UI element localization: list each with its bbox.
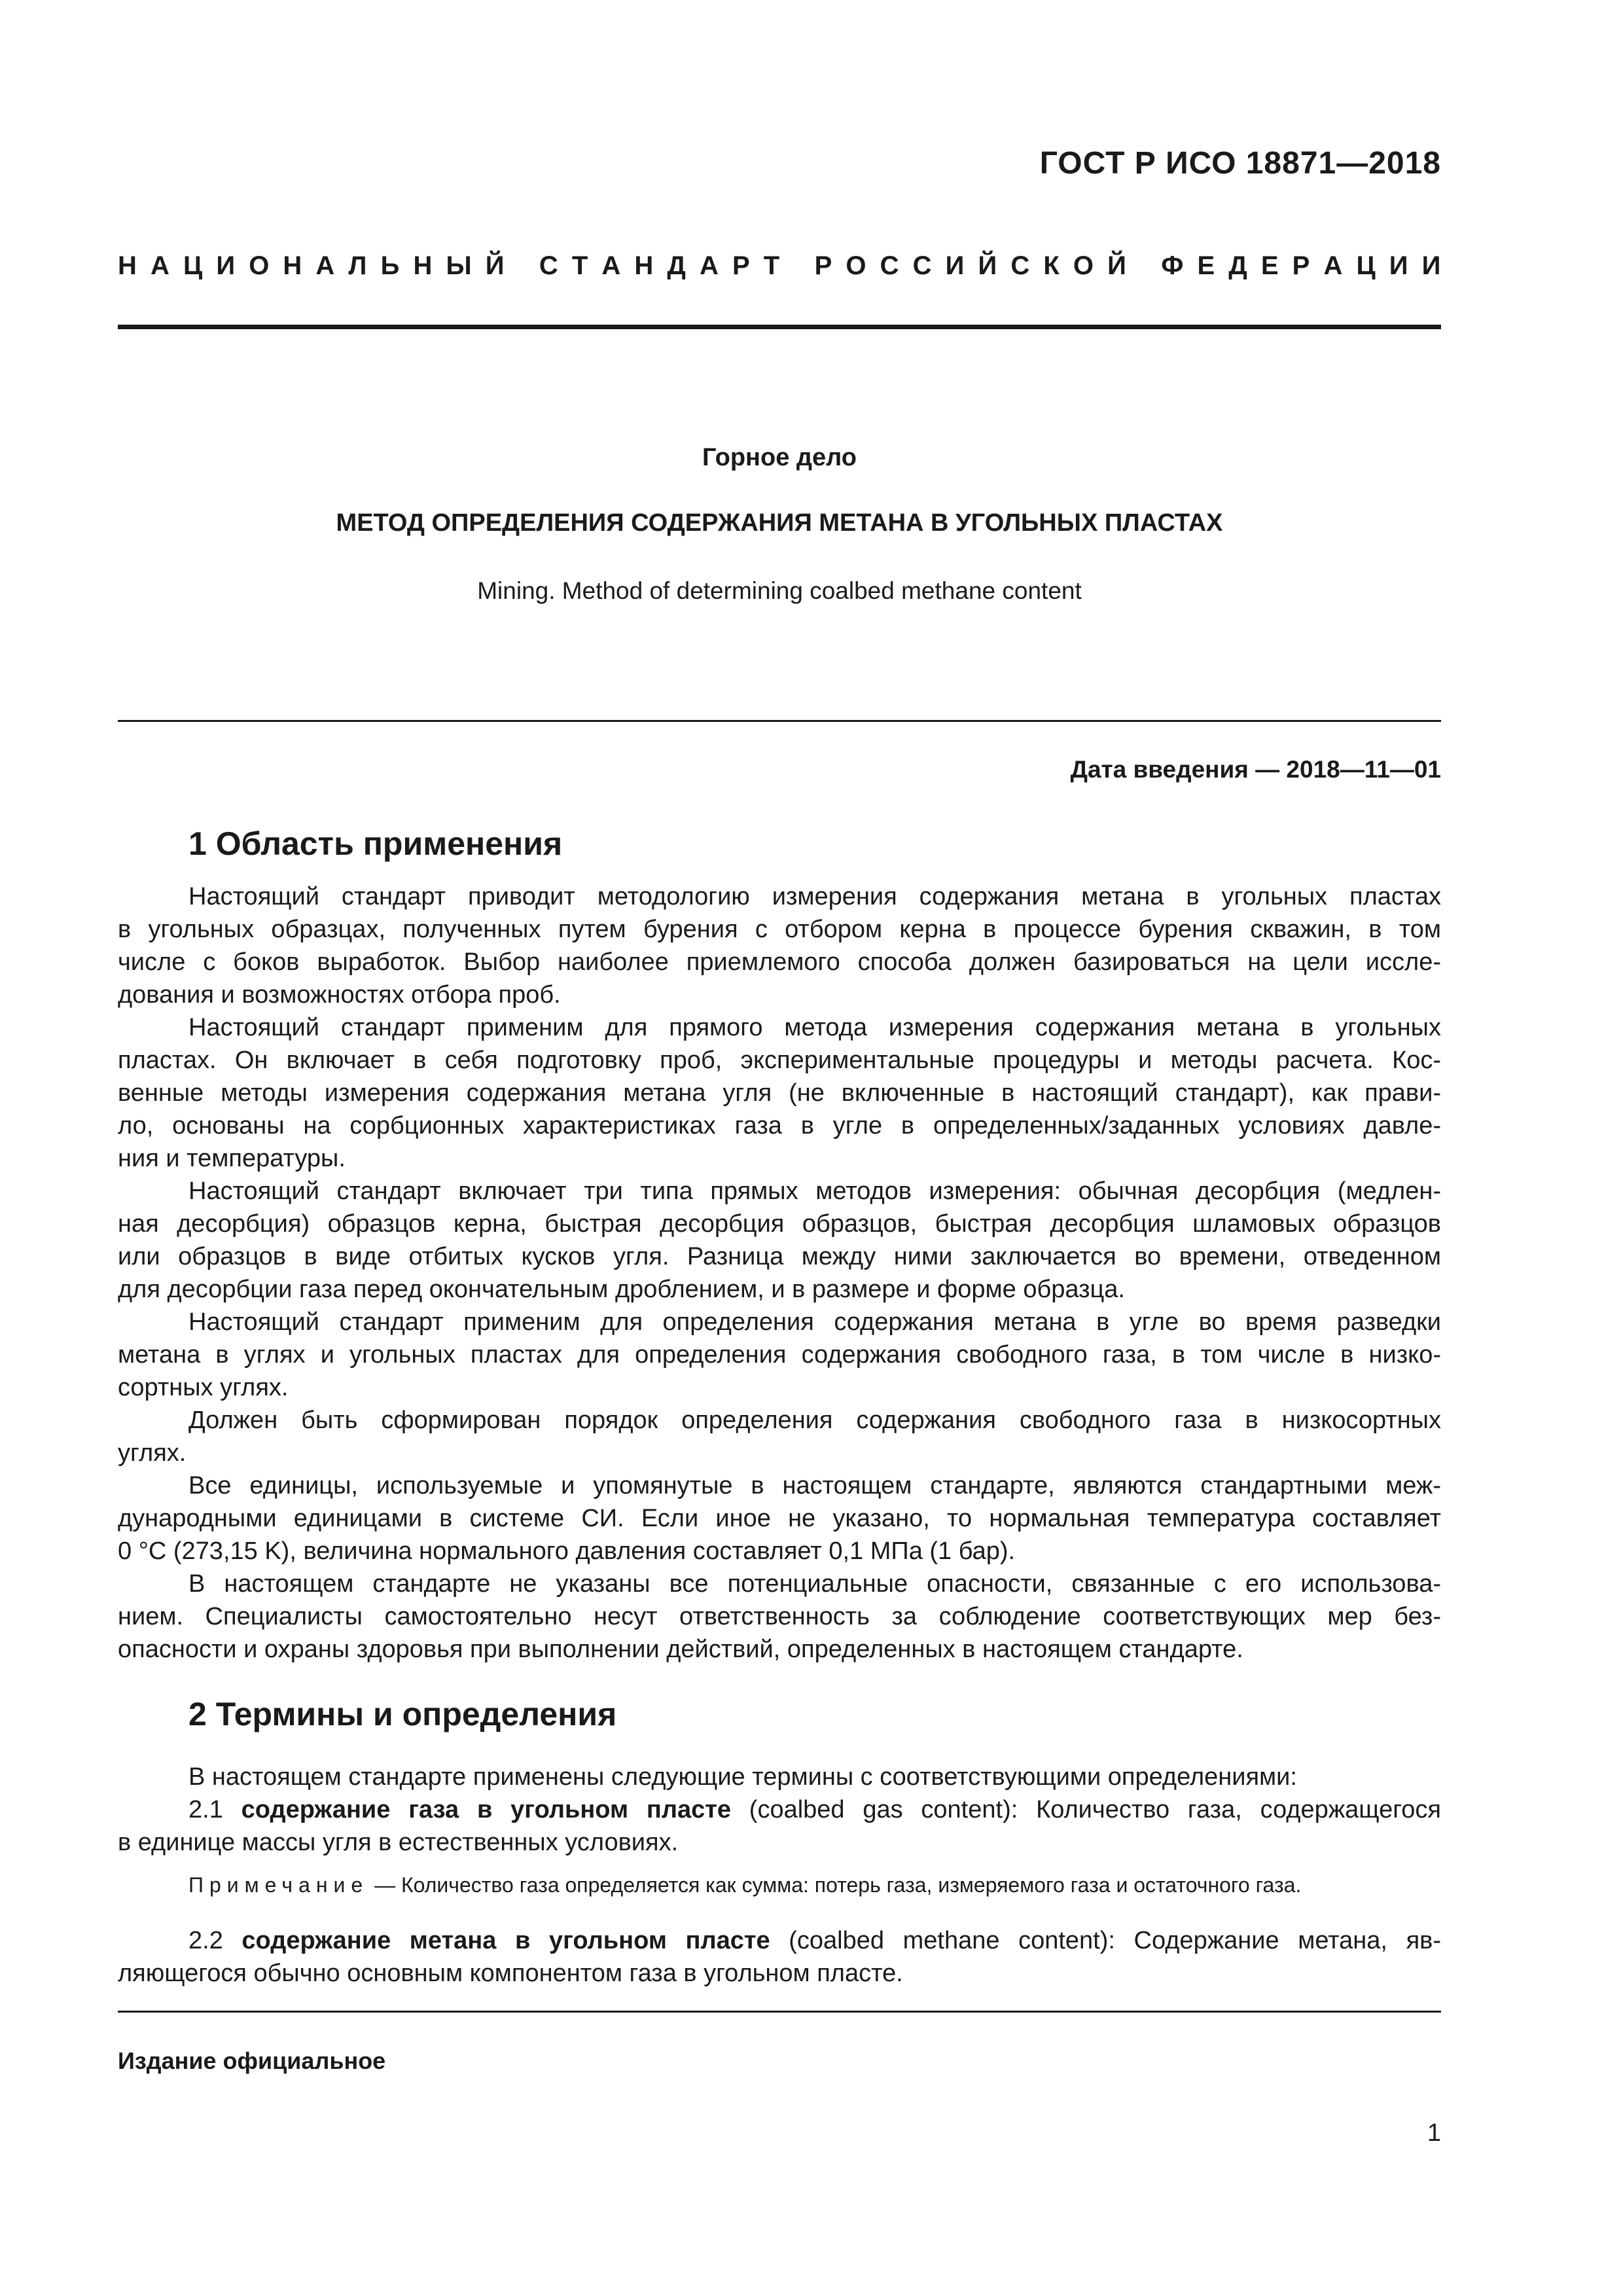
- banner-letter: А: [1323, 251, 1343, 280]
- national-standard-banner: [118, 251, 1441, 281]
- term-2-1-number: 2.1: [188, 1796, 223, 1823]
- section-1-line: ло, основаны на сорбционных характеристиках газа в угле в определенных/заданных условиях давле-: [118, 1112, 1441, 1139]
- section-1-line: Настоящий стандарт включает три типа прямых методов измерения: обычная десорбция (медлен-: [188, 1177, 1441, 1205]
- banner-letter: И: [1421, 251, 1441, 280]
- term-2-1-line-2: в единице массы угля в естественных условиях.: [118, 1829, 679, 1856]
- banner-letter: Р: [814, 251, 832, 280]
- section-1-body: [118, 880, 1441, 1666]
- section-1-line: для десорбции газа перед окончательным дроблением, и в размере и форме образца.: [118, 1276, 1125, 1303]
- section-1-line: венные методы измерения содержания метана угля (не включенные в настоящий стандарт), как прави-: [118, 1079, 1441, 1107]
- banner-letter: А: [151, 251, 169, 280]
- banner-letter: О: [1073, 251, 1094, 280]
- banner-letter: Н: [283, 251, 302, 280]
- banner-space: [793, 251, 800, 281]
- document-title-ru: МЕТОД ОПРЕДЕЛЕНИЯ СОДЕРЖАНИЯ МЕТАНА В УГОЛЬНЫХ ПЛАСТАХ: [336, 509, 1223, 537]
- banner-letter: Е: [1260, 251, 1279, 280]
- banner-letter: А: [700, 251, 719, 280]
- note-text: — Количество газа определяется как сумма: потерь газа, измеряемого газа и остаточного газа.: [374, 1873, 1302, 1897]
- term-2-2-definition: (coalbed methane content): Содержание метана, яв-: [789, 1927, 1441, 1954]
- page-number: 1: [1427, 2119, 1441, 2147]
- banner-letter: Ц: [1356, 251, 1376, 280]
- term-2-2-line-1: [118, 1924, 1441, 1957]
- section-1-line: Настоящий стандарт применим для определения содержания метана в угле во время разведки: [188, 1308, 1441, 1336]
- section-1-line: ния и температуры.: [118, 1145, 346, 1172]
- term-2-2-number: 2.2: [188, 1927, 223, 1954]
- banner-letter: И: [1389, 251, 1408, 280]
- section-1-line: 0 °С (273,15 K), величина нормального давления составляет 0,1 МПа (1 бар).: [118, 1537, 1016, 1565]
- introduction-date: Дата введения — 2018—11—01: [1070, 756, 1441, 783]
- banner-letter: С: [912, 251, 932, 280]
- term-2-1-definition: (coalbed gas content): Количество газа, содержащегося: [749, 1796, 1441, 1823]
- banner-letter: И: [216, 251, 236, 280]
- banner-letter: Н: [413, 251, 433, 280]
- banner-letter: Д: [667, 251, 686, 280]
- subject-field: Горное дело: [702, 444, 857, 471]
- banner-letter: С: [539, 251, 558, 280]
- section-1-line: углях.: [118, 1439, 187, 1467]
- section-1-line: Должен быть сформирован порядок определения содержания свободного газа в низкосортных: [188, 1407, 1441, 1434]
- section-2-heading: 2 Термины и определения: [188, 1696, 617, 1732]
- banner-letter: Й: [485, 251, 505, 280]
- banner-letter: Т: [763, 251, 780, 280]
- section-1-line: Настоящий стандарт применим для прямого метода измерения содержания метана в угольных: [188, 1014, 1441, 1041]
- banner-letter: Д: [1228, 251, 1247, 280]
- banner-letter: Ы: [446, 251, 472, 280]
- section-1-line: пластах. Он включает в себя подготовку проб, экспериментальные процедуры и методы расчета. Кос-: [118, 1047, 1441, 1074]
- banner-letter: А: [315, 251, 335, 280]
- banner-letter: О: [846, 251, 866, 280]
- footer-rule: [118, 2011, 1441, 2013]
- document-code: ГОСТ Р ИСО 18871—2018: [1039, 146, 1441, 181]
- title-rule: [118, 720, 1441, 722]
- section-2-body: [118, 1761, 1441, 1859]
- banner-letter: К: [1043, 251, 1060, 280]
- document-title-en: Mining. Method of determining coalbed methane content: [477, 577, 1082, 604]
- section-1-line: Настоящий стандарт приводит методологию измерения содержания метана в угольных пластах: [188, 883, 1441, 910]
- banner-letter: С: [880, 251, 899, 280]
- banner-letter: С: [1010, 251, 1030, 280]
- term-2-1: [118, 1793, 1441, 1826]
- term-2-2-line-2: ляющегося обычно основным компонентом газа в угольном пласте.: [118, 1960, 903, 1987]
- banner-letter: Н: [118, 251, 137, 280]
- banner-letter: О: [249, 251, 270, 280]
- section-1-line: числе с боков выработок. Выбор наиболее приемлемого способа должен базироваться на цели иссле-: [118, 948, 1441, 976]
- term-2-2: [118, 1924, 1441, 1990]
- banner-letter: Т: [571, 251, 588, 280]
- banner-letter: И: [945, 251, 965, 280]
- banner-letter: Р: [1292, 251, 1310, 280]
- section-1-line: Все единицы, используемые и упомянутые в настоящем стандарте, являются стандартными меж-: [188, 1472, 1441, 1499]
- document-page: [118, 0, 1441, 2296]
- section-1-heading: 1 Область применения: [188, 825, 563, 862]
- section-2-intro: В настоящем стандарте применены следующие термины с соответствующими определениями:: [188, 1763, 1297, 1791]
- banner-letter: Ц: [183, 251, 203, 280]
- section-1-line: ная десорбция) образцов керна, быстрая десорбция образцов, быстрая десорбция шламовых образцов: [118, 1210, 1441, 1238]
- banner-letter: А: [601, 251, 621, 280]
- term-2-1-name: содержание газа в угольном пласте: [241, 1796, 731, 1823]
- section-1-line: или образцов в виде отбитых кусков угля. Разница между ними заключается во времени, отведенном: [118, 1243, 1441, 1270]
- banner-letter: Й: [978, 251, 997, 280]
- section-1-line: дования и возможностях отбора проб.: [118, 981, 561, 1009]
- section-1-line: дународными единицами в системе СИ. Если иное не указано, то нормальная температура составляет: [118, 1505, 1441, 1532]
- section-1-line: нием. Специалисты самостоятельно несут ответственность за соблюдение соответствующих мер без-: [118, 1603, 1441, 1630]
- section-1-line: В настоящем стандарте не указаны все потенциальные опасности, связанные с его использова-: [188, 1570, 1441, 1598]
- banner-letter: Ф: [1161, 251, 1184, 280]
- section-1-line: опасности и охраны здоровья при выполнении действий, определенных в настоящем стандарте.: [118, 1636, 1243, 1663]
- section-1-line: сортных углях.: [118, 1374, 289, 1401]
- note-label: Примечание: [188, 1873, 369, 1897]
- section-1-line: метана в углях и угольных пластах для определения содержания свободного газа, в том числе в низко-: [118, 1341, 1441, 1369]
- banner-letter: Н: [634, 251, 654, 280]
- banner-space: [1140, 251, 1147, 281]
- banner-letter: Л: [348, 251, 367, 280]
- banner-letter: Е: [1197, 251, 1215, 280]
- banner-space: [518, 251, 526, 281]
- term-2-2-name: содержание метана в угольном пласте: [241, 1927, 770, 1954]
- banner-letter: Й: [1107, 251, 1126, 280]
- edition-label: Издание официальное: [118, 2047, 386, 2074]
- banner-letter: Р: [732, 251, 750, 280]
- header-rule: [118, 325, 1441, 329]
- section-1-line: в угольных образцах, полученных путем бурения с отбором керна в процессе бурения скважин, в том: [118, 916, 1441, 943]
- banner-letter: Ь: [380, 251, 400, 280]
- note: [188, 1873, 1301, 1897]
